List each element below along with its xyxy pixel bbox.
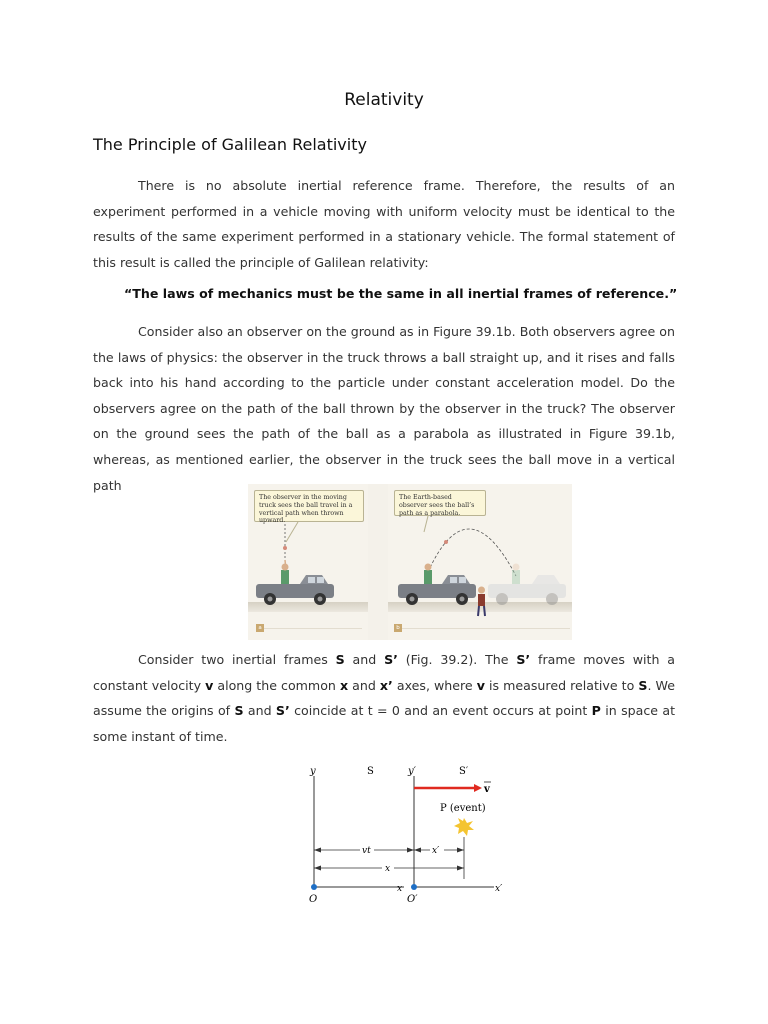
figure-39-1 (248, 484, 572, 640)
x-prime-arrow-left (414, 848, 421, 853)
panel-label-a: a (256, 624, 264, 632)
label-x-prime-axis: x′ (495, 884, 503, 894)
paragraph-intro (93, 173, 675, 275)
page-title: Relativity (344, 90, 424, 110)
label-s-prime: S′ (459, 766, 469, 777)
truck-scene-a (248, 484, 368, 640)
paragraph-intro-text: There is no absolute inertial reference frame. Therefore, the results of an experiment performed in a vehicle moving with uniform velocity must be identical to the results of the same experiment performed in a stationary vehicle. The formal statement of this result is called the principle of Galilean relativity: (93, 178, 675, 270)
label-y: y (310, 766, 316, 777)
callout-earth-observer: The Earth-based observer sees the ball’s path as a parabola. (394, 490, 486, 516)
label-x-axis: x (397, 884, 403, 894)
figure-panel-a (248, 484, 368, 640)
label-x-prime-dim: x′ (432, 846, 440, 856)
vt-arrow-right (407, 848, 414, 853)
truck-observer-icon (424, 564, 432, 585)
ghost-truck-icon (488, 564, 566, 606)
vt-arrow-left (314, 848, 321, 853)
origin-o-prime-dot (411, 884, 417, 890)
x-arrow-right (457, 866, 464, 871)
truck-icon (398, 575, 476, 605)
ground-observer-icon (478, 587, 485, 617)
label-x-dim: x (385, 864, 391, 874)
baseline-b (402, 628, 570, 629)
event-flash-icon (454, 818, 474, 836)
callout-pointer (424, 516, 428, 532)
truck-observer-icon (281, 560, 289, 584)
label-y-prime: y′ (408, 766, 416, 777)
x-arrow-left (314, 866, 321, 871)
velocity-arrowhead (474, 784, 482, 792)
figure-panel-b (388, 484, 572, 640)
label-velocity: v (484, 784, 490, 795)
label-origin-o: O (309, 894, 318, 905)
parabolic-path (428, 529, 516, 576)
truck-scene-b (388, 484, 572, 640)
figure-39-2 (300, 760, 520, 910)
section-heading: The Principle of Galilean Relativity (93, 135, 367, 154)
panel-label-b: b (394, 624, 402, 632)
label-event: P (event) (440, 803, 486, 814)
paragraph-frames: Consider two inertial frames S and S’ (Fig. 39.2). The S’ frame moves with a constant velocity v along the common x and x’ axes, where v is measured relative to S. We assume the origins of S and S’ coincide at t = 0 and an event occurs at point P in space at some instant of time. (93, 652, 676, 744)
paragraph-observers-text: Consider also an observer on the ground as in Figure 39.1b. Both observers agree on the laws of physics: the observer in the truck throws a ball straight up, and it rises and falls back into his hand according to the particle under constant acceleration model. Do the observers agree on the path of the ball thrown by the observer in the truck? The observer on the ground sees the path of the ball as a parabola as illustrated in Figure 39.1b, whereas, as mentioned earlier, the observer in the truck sees the ball move in a vertical path (93, 324, 675, 493)
truck-icon (256, 575, 334, 605)
callout-pointer (286, 522, 298, 542)
label-s: S (367, 766, 374, 777)
quote-principle: “The laws of mechanics must be the same in all inertial frames of reference.” (124, 286, 678, 301)
x-prime-arrow-right (457, 848, 464, 853)
ball (444, 540, 448, 544)
ball (283, 546, 287, 550)
callout-truck-observer: The observer in the moving truck sees the ball travel in a vertical path when thrown upward. (254, 490, 364, 522)
origin-o-dot (311, 884, 317, 890)
label-origin-o-prime: O′ (407, 894, 418, 905)
paragraph-observers (93, 319, 675, 498)
baseline-a (262, 628, 362, 629)
label-vt: vt (362, 846, 371, 856)
